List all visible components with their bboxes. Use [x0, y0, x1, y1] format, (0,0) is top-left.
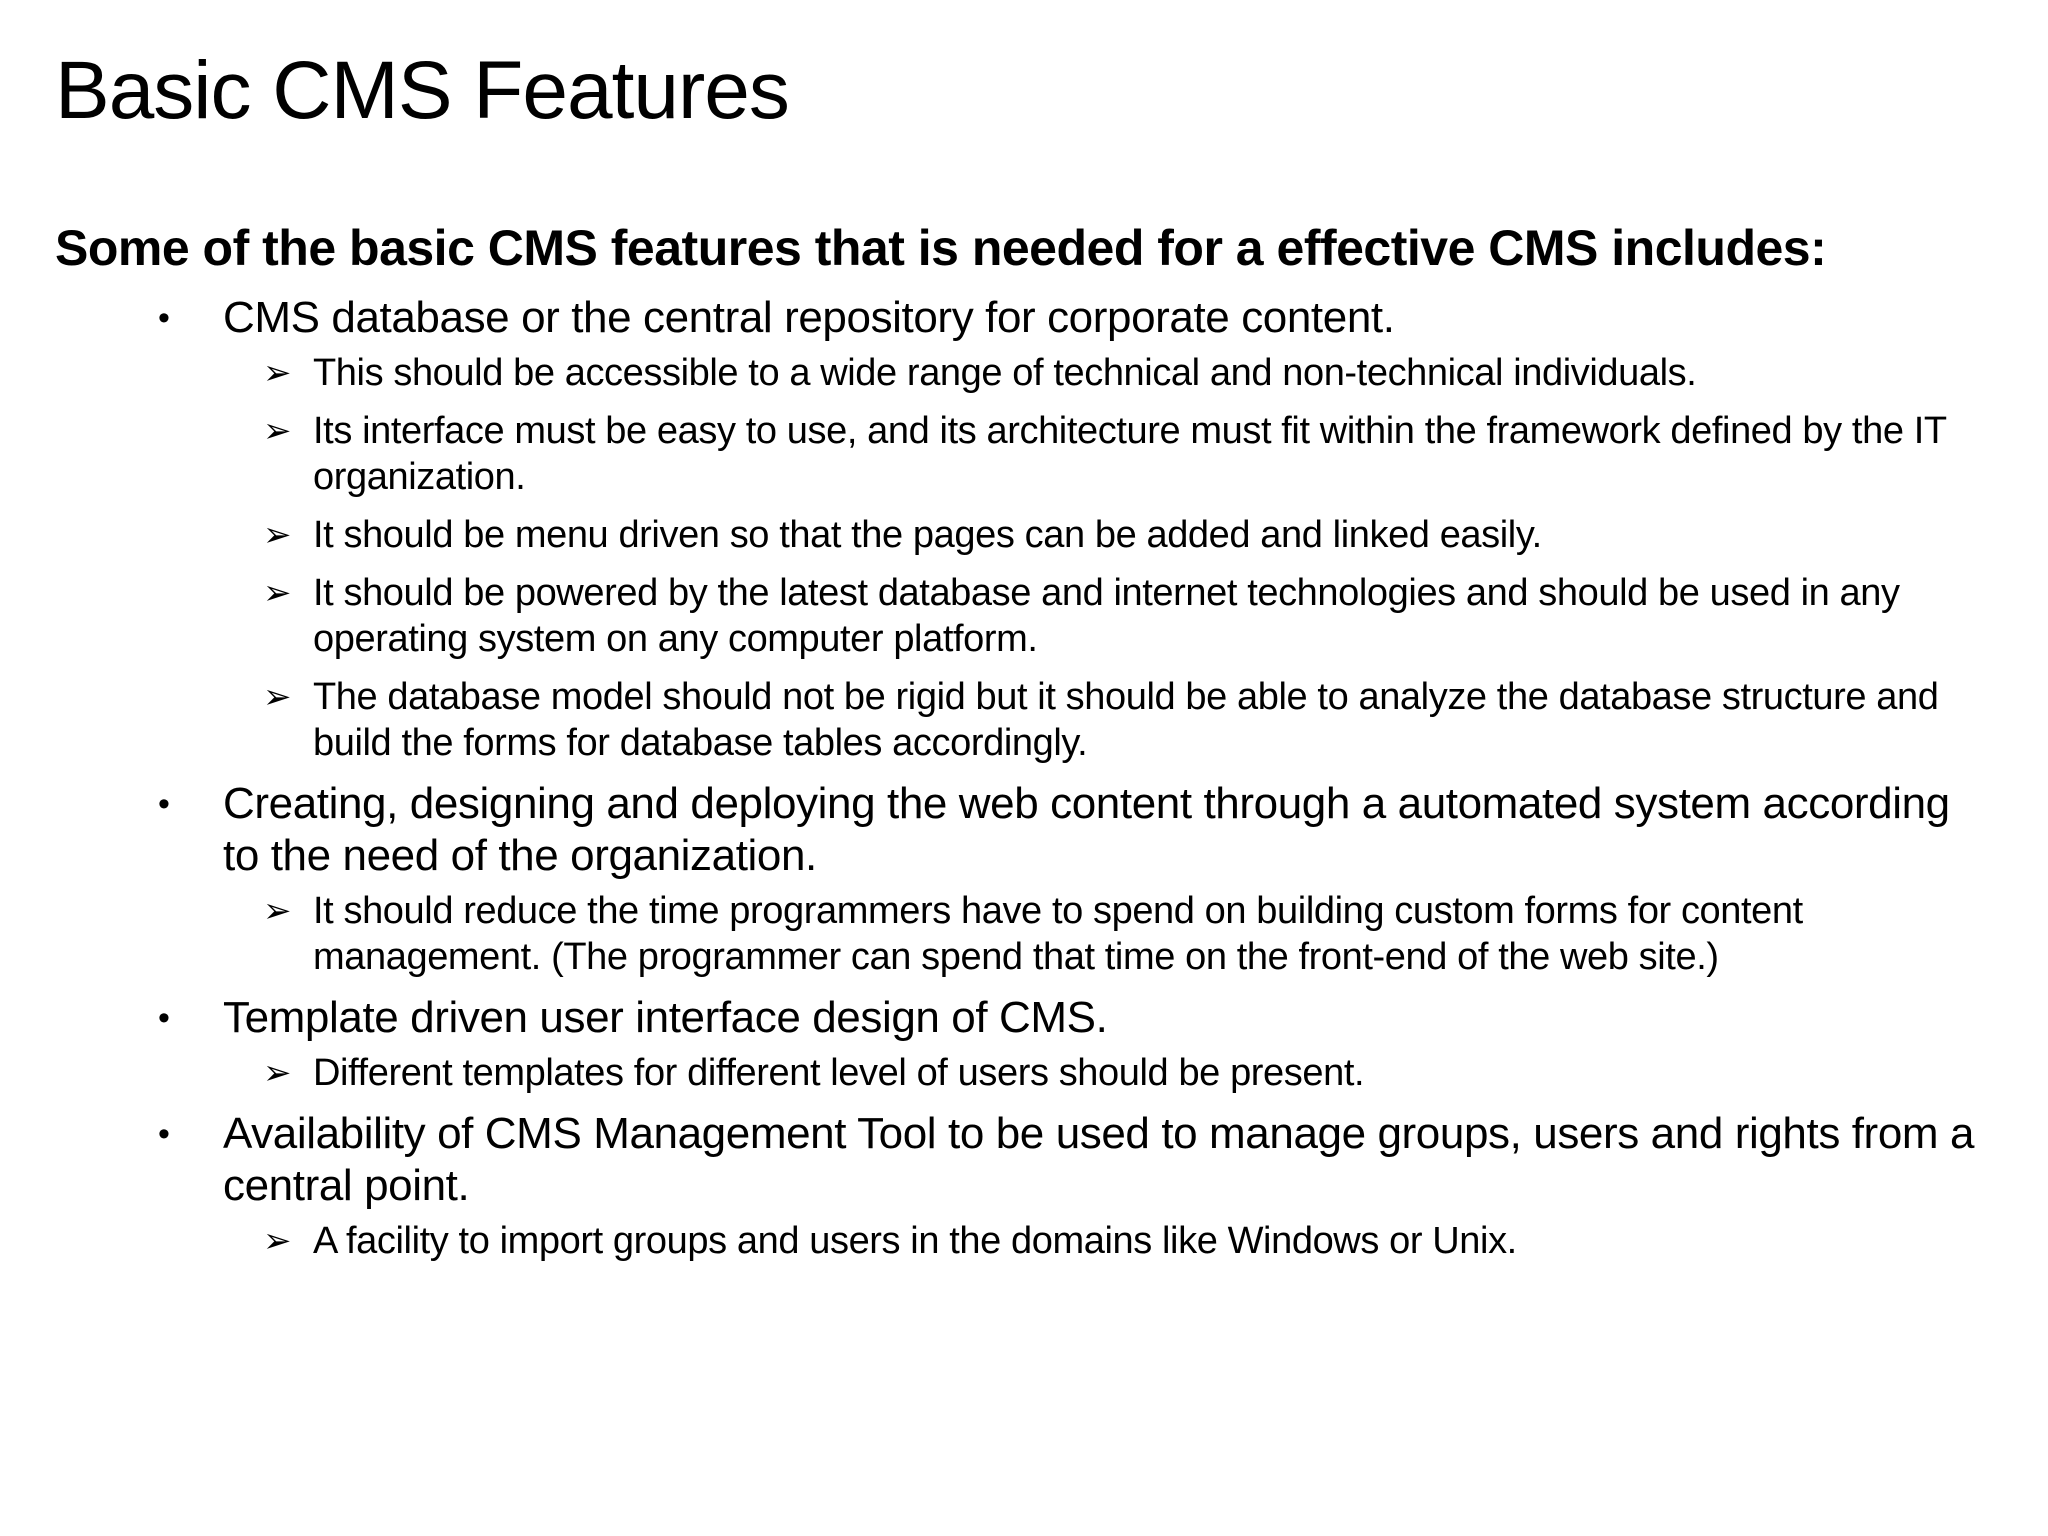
sub-bullet-item — [0, 512, 2048, 558]
sub-bullet-item — [0, 1218, 2048, 1264]
sub-bullet-text: A facility to import groups and users in the domains like Windows or Unix. — [313, 1220, 1517, 1262]
sub-bullet-text: The database model should not be rigid but it should be able to analyze the database structure and build the forms for database tables accordingly. — [313, 676, 1939, 764]
sub-bullet-item — [0, 1050, 2048, 1096]
intro-heading: Some of the basic CMS features that is needed for a effective CMS includes: — [55, 220, 1827, 276]
bullet-item — [0, 1108, 2048, 1212]
bullet-dot-icon: • — [158, 1115, 170, 1153]
bullet-item — [0, 778, 2048, 882]
sub-bullet-text: It should reduce the time programmers have to spend on building custom forms for content management. (The programmer can spend that time on the front-end of the web site.) — [313, 890, 1803, 978]
bullet-text: CMS database or the central repository for corporate content. — [223, 293, 1395, 342]
bullet-text: Creating, designing and deploying the web content through a automated system according to the need of the organization. — [223, 779, 1950, 880]
slide-title: Basic CMS Features — [55, 45, 789, 136]
arrow-bullet-icon: ➢ — [263, 574, 292, 612]
sub-bullet-text: Different templates for different level of users should be present. — [313, 1052, 1365, 1094]
sub-bullet-text: It should be powered by the latest database and internet technologies and should be used in any operating system on any computer platform. — [313, 572, 1900, 660]
bullet-list — [0, 292, 2048, 1276]
bullet-dot-icon: • — [158, 999, 170, 1037]
sub-bullet-item — [0, 888, 2048, 980]
arrow-bullet-icon: ➢ — [263, 892, 292, 930]
sub-bullet-item — [0, 350, 2048, 396]
arrow-bullet-icon: ➢ — [263, 354, 292, 392]
arrow-bullet-icon: ➢ — [263, 1222, 292, 1260]
bullet-text: Availability of CMS Management Tool to be used to manage groups, users and rights from a central point. — [223, 1109, 1975, 1210]
bullet-text: Template driven user interface design of CMS. — [223, 993, 1108, 1042]
bullet-item — [0, 292, 2048, 344]
arrow-bullet-icon: ➢ — [263, 516, 292, 554]
sub-bullet-text: Its interface must be easy to use, and its architecture must fit within the framework defined by the IT organization. — [313, 410, 1946, 498]
bullet-item — [0, 992, 2048, 1044]
sub-bullet-item — [0, 408, 2048, 500]
sub-bullet-text: It should be menu driven so that the pages can be added and linked easily. — [313, 514, 1542, 556]
sub-bullet-text: This should be accessible to a wide range of technical and non-technical individuals. — [313, 352, 1697, 394]
sub-bullet-item — [0, 674, 2048, 766]
arrow-bullet-icon: ➢ — [263, 412, 292, 450]
bullet-dot-icon: • — [158, 299, 170, 337]
arrow-bullet-icon: ➢ — [263, 1054, 292, 1092]
sub-bullet-item — [0, 570, 2048, 662]
arrow-bullet-icon: ➢ — [263, 678, 292, 716]
bullet-dot-icon: • — [158, 785, 170, 823]
